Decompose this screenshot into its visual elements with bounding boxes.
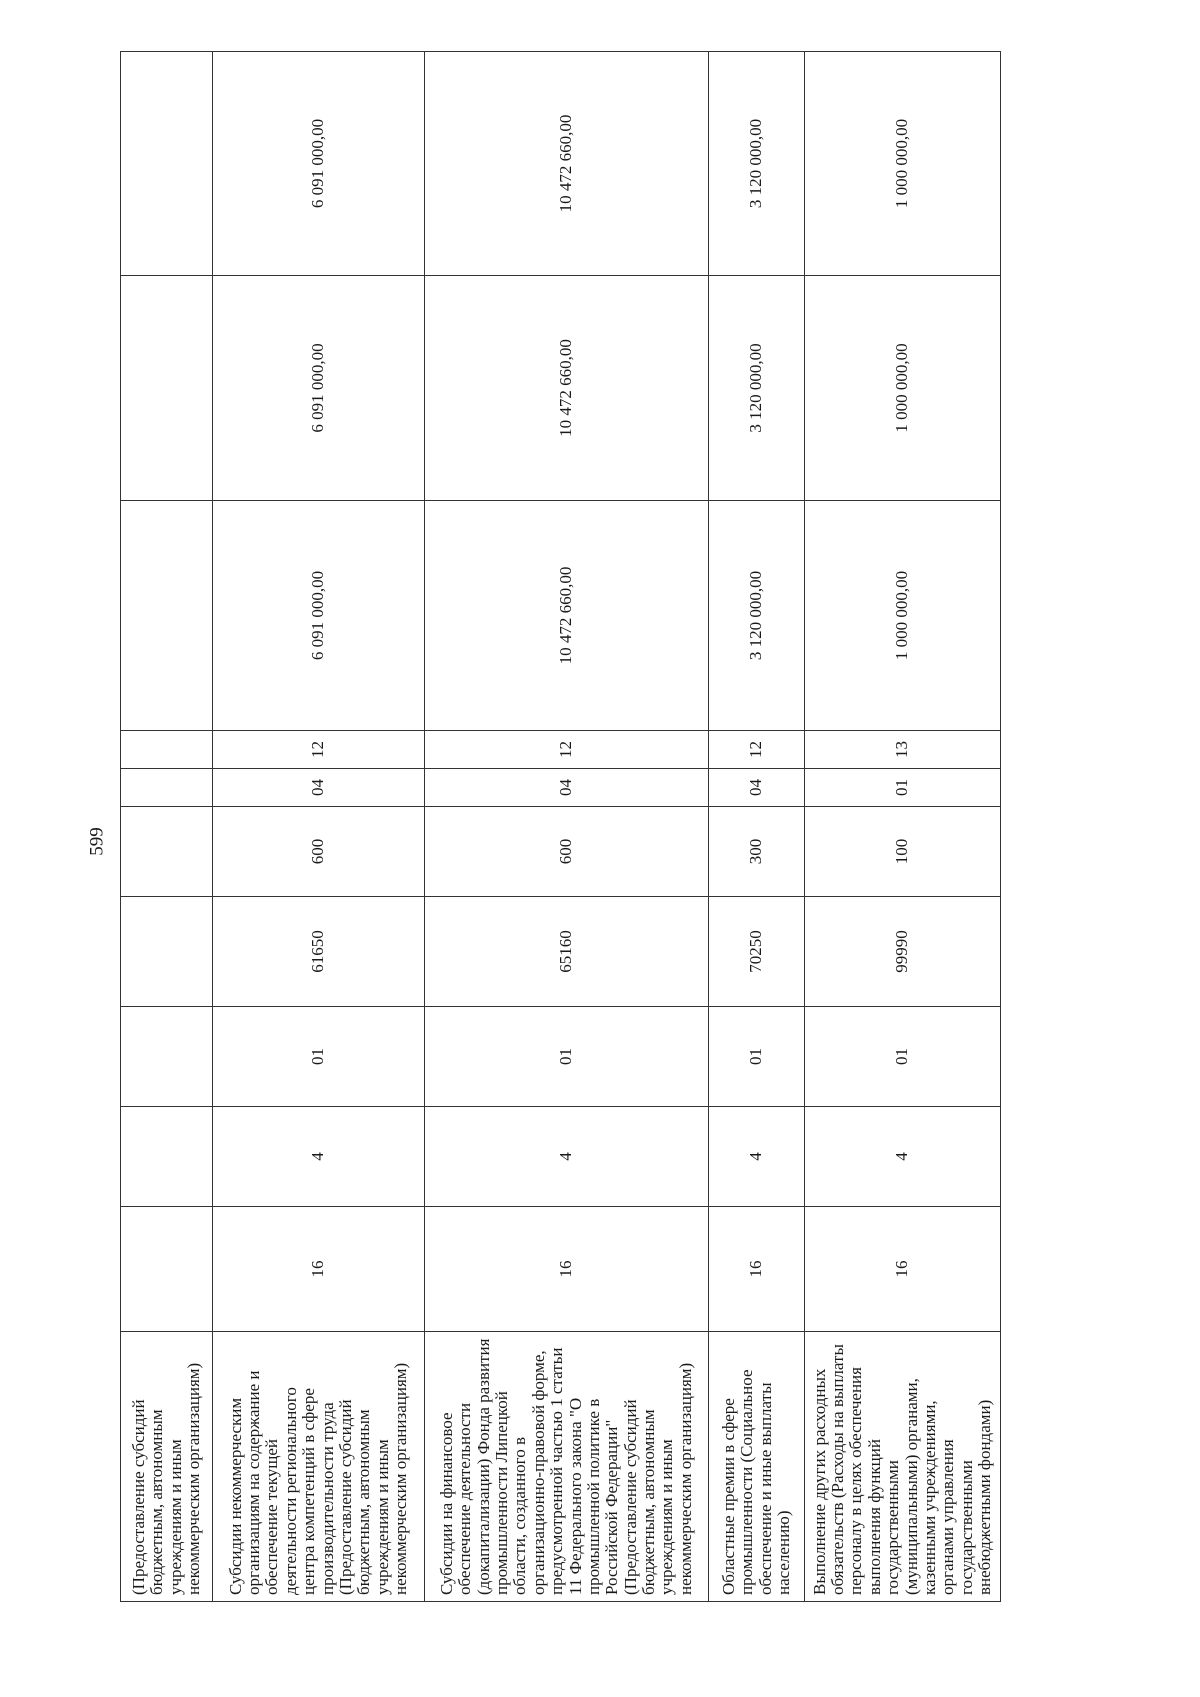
cell-target bbox=[121, 897, 213, 1007]
cell-amount-1 bbox=[121, 501, 213, 731]
cell-subsection: 01 bbox=[213, 1007, 425, 1107]
cell-amount-1: 3 120 000,00 bbox=[709, 501, 805, 731]
cell-ministry bbox=[121, 1207, 213, 1332]
cell-ministry: 16 bbox=[709, 1207, 805, 1332]
table-row bbox=[805, 52, 1001, 1602]
cell-amount-3: 10 472 660,00 bbox=[425, 52, 709, 276]
cell-amount-1: 1 000 000,00 bbox=[805, 501, 1001, 731]
cell-target: 61650 bbox=[213, 897, 425, 1007]
cell-amount-2: 10 472 660,00 bbox=[425, 276, 709, 501]
table-row bbox=[121, 52, 213, 1602]
cell-subsection: 01 bbox=[425, 1007, 709, 1107]
budget-table bbox=[120, 51, 1001, 1602]
cell-rz bbox=[121, 769, 213, 807]
cell-amount-1: 6 091 000,00 bbox=[213, 501, 425, 731]
cell-subsection bbox=[121, 1007, 213, 1107]
cell-amount-2: 3 120 000,00 bbox=[709, 276, 805, 501]
row-description: Областные премии в сфере промышленности (Социальное обеспечение и иные выплаты населению) bbox=[709, 1332, 805, 1602]
cell-amount-3: 3 120 000,00 bbox=[709, 52, 805, 276]
cell-section: 4 bbox=[805, 1107, 1001, 1207]
cell-ministry: 16 bbox=[425, 1207, 709, 1332]
table-row bbox=[213, 52, 425, 1602]
cell-pr: 12 bbox=[213, 731, 425, 769]
cell-amount-3 bbox=[121, 52, 213, 276]
cell-target: 65160 bbox=[425, 897, 709, 1007]
row-description: Выполнение других расходных обязательств (Расходы на выплаты персоналу в целях обеспечения выполнения функций государственными (муниципальными) органами, казенными учреждениями, органами управления государственными внебюджетными фондами) bbox=[805, 1332, 1001, 1602]
rotated-table-inner bbox=[120, 52, 1000, 1602]
cell-expense-type: 300 bbox=[709, 807, 805, 897]
cell-pr bbox=[121, 731, 213, 769]
cell-section: 4 bbox=[213, 1107, 425, 1207]
cell-amount-2 bbox=[121, 276, 213, 501]
cell-amount-3: 6 091 000,00 bbox=[213, 52, 425, 276]
cell-target: 99990 bbox=[805, 897, 1001, 1007]
cell-pr: 12 bbox=[709, 731, 805, 769]
page-number: 599 bbox=[86, 827, 108, 856]
cell-amount-2: 6 091 000,00 bbox=[213, 276, 425, 501]
cell-amount-2: 1 000 000,00 bbox=[805, 276, 1001, 501]
cell-expense-type: 600 bbox=[213, 807, 425, 897]
row-description: Субсидии на финансовое обеспечение деятельности (докапитализации) Фонда развития промышленности Липецкой области, созданного в организационно-правовой форме, предусмотренной частью 1 статьи 11 Федерального закона "О промышленной политике в Российской Федерации" (Предоставление субсидий бюджетным, автономным учреждениям и иным некоммерческим организациям) bbox=[425, 1332, 709, 1602]
cell-rz: 04 bbox=[213, 769, 425, 807]
cell-expense-type: 600 bbox=[425, 807, 709, 897]
cell-amount-1: 10 472 660,00 bbox=[425, 501, 709, 731]
cell-target: 70250 bbox=[709, 897, 805, 1007]
cell-section: 4 bbox=[709, 1107, 805, 1207]
cell-section bbox=[121, 1107, 213, 1207]
rotated-table-area bbox=[120, 52, 1200, 1595]
row-description: Субсидии некоммерческим организациям на содержание и обеспечение текущей деятельности регионального центра компетенций в сфере производительности труда (Предоставление субсидий бюджетным, автономным учреждениям и иным некоммерческим организациям) bbox=[213, 1332, 425, 1602]
cell-expense-type: 100 bbox=[805, 807, 1001, 897]
cell-subsection: 01 bbox=[709, 1007, 805, 1107]
cell-ministry: 16 bbox=[805, 1207, 1001, 1332]
cell-subsection: 01 bbox=[805, 1007, 1001, 1107]
cell-section: 4 bbox=[425, 1107, 709, 1207]
table-row bbox=[709, 52, 805, 1602]
cell-rz: 04 bbox=[425, 769, 709, 807]
cell-pr: 12 bbox=[425, 731, 709, 769]
cell-amount-3: 1 000 000,00 bbox=[805, 52, 1001, 276]
cell-pr: 13 bbox=[805, 731, 1001, 769]
table-row bbox=[425, 52, 709, 1602]
cell-rz: 01 bbox=[805, 769, 1001, 807]
cell-expense-type bbox=[121, 807, 213, 897]
row-description: (Предоставление субсидий бюджетным, автономным учреждениям и иным некоммерческим организациям) bbox=[121, 1332, 213, 1602]
cell-ministry: 16 bbox=[213, 1207, 425, 1332]
cell-rz: 04 bbox=[709, 769, 805, 807]
